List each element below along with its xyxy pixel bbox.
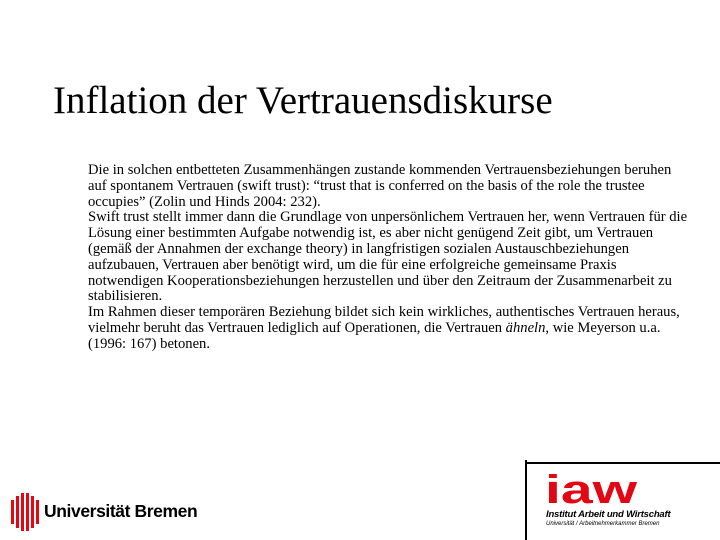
institute-name: Institut Arbeit und Wirtschaft bbox=[546, 509, 671, 520]
university-name: Universität Bremen bbox=[44, 500, 198, 521]
footer-frame-horizontal bbox=[525, 462, 720, 464]
iaw-logo bbox=[545, 472, 645, 508]
footer-frame-vertical bbox=[525, 460, 527, 540]
slide-body bbox=[88, 163, 688, 353]
iaw-logo-text: iaw bbox=[545, 472, 639, 508]
paragraph-temporary-relationship bbox=[88, 305, 688, 352]
paragraph-text-end: , wie Meyerson u.a. (1996: 167) betonen. bbox=[88, 319, 661, 352]
slide-title: Inflation der Vertrauensdiskurse bbox=[53, 79, 553, 122]
university-bremen-emblem-icon bbox=[10, 490, 40, 532]
university-logo bbox=[10, 490, 197, 532]
emphasized-word: ähneln bbox=[505, 319, 546, 336]
paragraph-swift-trust-basis: Swift trust stellt immer dann die Grundlage von unpersönlichem Vertrauen her, wenn Vertrauen für die Lösung einer bestimmten Aufgabe notwendig ist, es aber nicht genügend Zeit gibt, um Vertrauen (gemäß der Annahmen der exchange theory) in langfristigen sozialen Austauschbeziehungen aufzubauen, Vertrauen aber benötigt wird, um die für eine erfolgreiche gemeinsame Praxis notwendigen Kooperationsbeziehungen herzustellen und über den Zeitraum der Zusammenarbeit zu stabilisieren. bbox=[88, 209, 688, 305]
institute-subline: Universität / Arbeitnehmerkammer Bremen bbox=[546, 521, 660, 527]
paragraph-swift-trust-definition: Die in solchen entbetteten Zusammenhängen zustande kommenden Vertrauensbeziehungen beruhen auf spontanem Vertrauen (swift trust): “trust that is conferred on the basis of the role the trustee occupies” (Zolin und Hinds 2004: 232). bbox=[88, 162, 672, 210]
paragraph-text-start: Im Rahmen dieser temporären Beziehung bildet sich kein wirkliches, authentisches Vertrauen heraus, vielmehr beruht das Vertrauen lediglich auf Operationen, die Vertrauen bbox=[88, 304, 680, 336]
